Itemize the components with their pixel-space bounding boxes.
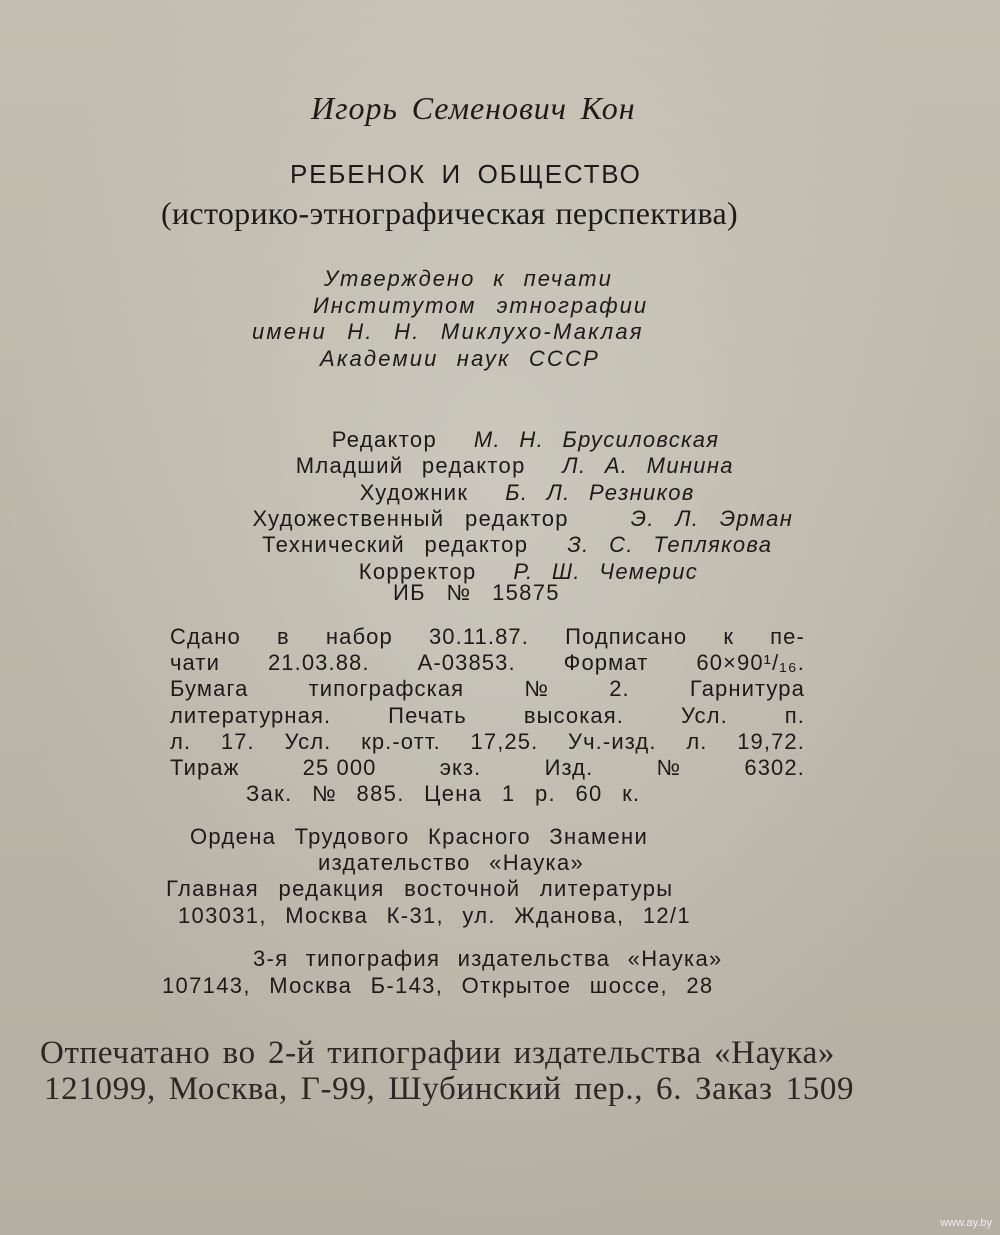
credit-role: Технический редактор xyxy=(262,532,529,557)
publisher-address: 103031, Москва К-31, ул. Жданова, 12/1 xyxy=(178,903,691,928)
approval-line-2: Институтом этнографии xyxy=(313,293,649,318)
print-info-line xyxy=(170,757,805,779)
print-info-word: Подписано xyxy=(565,624,688,649)
print-info-word: типографская xyxy=(308,676,465,701)
print-info-word: Изд. xyxy=(544,755,594,780)
approval-line-1: Утверждено к печати xyxy=(324,266,613,291)
print-info-word: 17,25. xyxy=(470,729,539,754)
credit-role: Художественный редактор xyxy=(252,506,569,531)
print-info-word: л. xyxy=(686,729,708,754)
credit-role: Редактор xyxy=(331,427,437,452)
print-info-word: Формат xyxy=(563,650,649,675)
print-info-word: 30.11.87. xyxy=(428,624,529,649)
print-info-line xyxy=(170,652,805,674)
book-title: РЕБЕНОК И ОБЩЕСТВО xyxy=(290,159,642,189)
print-info-word: А-03853. xyxy=(417,650,516,675)
publisher-line-1: Ордена Трудового Красного Знамени xyxy=(190,824,649,849)
print-info-word: кр.-отт. xyxy=(361,729,441,754)
print-info-word: чати xyxy=(170,650,220,675)
approval-line-4: Академии наук СССР xyxy=(320,346,600,371)
print-info-word: Печать xyxy=(388,703,467,728)
watermark: www.ay.by xyxy=(940,1217,992,1229)
credit-person: Б. Л. Резников xyxy=(505,480,695,505)
approval-line-3: имени Н. Н. Миклухо-Маклая xyxy=(252,319,644,344)
publisher-line-2: издательство «Наука» xyxy=(318,850,585,875)
credit-person: М. Н. Брусиловская xyxy=(473,427,720,452)
print-info-word: № xyxy=(524,676,550,701)
print-info-word: Уч.-изд. xyxy=(568,729,657,754)
order-price-line: Зак. № 885. Цена 1 р. 60 к. xyxy=(246,781,641,806)
credit-person: З. С. Теплякова xyxy=(567,532,773,557)
print-info-word: Бумага xyxy=(170,676,249,701)
author-name: Игорь Семенович Кон xyxy=(311,90,636,126)
print-info-word: экз. xyxy=(439,755,482,780)
printer-line-1: 3-я типография издательства «Наука» xyxy=(253,946,723,971)
print-info-line xyxy=(170,731,805,753)
publisher-line-3: Главная редакция восточной литературы xyxy=(166,876,674,901)
print-info-word: Усл. xyxy=(284,729,332,754)
stamp-line-1: Отпечатано во 2-й типографии издательства «Наука» xyxy=(40,1035,836,1071)
print-info-line xyxy=(170,678,805,700)
print-info-word: высокая. xyxy=(523,703,624,728)
stamp-line-2: 121099, Москва, Г-99, Шубинский пер., 6. Заказ 1509 xyxy=(44,1071,855,1107)
credit-person: Р. Ш. Чемерис xyxy=(513,559,699,584)
print-info-word: 2. xyxy=(609,676,630,701)
print-info-word: Усл. xyxy=(680,703,728,728)
credit-role: Корректор xyxy=(358,559,477,584)
printer-address: 107143, Москва Б-143, Открытое шоссе, 28 xyxy=(162,973,714,998)
credit-role: Художник xyxy=(359,480,469,505)
print-info-word: 19,72. xyxy=(737,729,805,754)
print-info-word: Сдано xyxy=(170,624,241,649)
credit-person: Э. Л. Эрман xyxy=(630,506,794,531)
print-info-word: л. xyxy=(170,729,192,754)
print-info-word: литературная. xyxy=(170,703,332,728)
print-info-word: в xyxy=(276,624,290,649)
print-info-word: набор xyxy=(325,624,393,649)
print-info-word: 25 000 xyxy=(302,755,377,780)
book-subtitle: (историко-этнографическая перспектива) xyxy=(161,195,738,231)
print-info-word: 17. xyxy=(220,729,255,754)
ib-number: ИБ № 15875 xyxy=(393,580,560,605)
credit-person: Л. А. Минина xyxy=(562,453,734,478)
print-info-word: Тираж xyxy=(170,755,240,780)
print-info-word: к xyxy=(723,624,735,649)
print-info-word: п. xyxy=(784,703,805,728)
credit-role: Младший редактор xyxy=(295,453,526,478)
print-info-line xyxy=(170,705,805,727)
print-info-word: 21.03.88. xyxy=(267,650,370,675)
print-info-word: Гарнитура xyxy=(689,676,805,701)
print-info-word: № xyxy=(656,755,682,780)
print-info-line xyxy=(170,626,805,648)
print-info-word: 60×90¹/₁₆. xyxy=(696,650,805,675)
print-info-word: 6302. xyxy=(744,755,805,780)
print-info-word: пе- xyxy=(770,624,805,649)
